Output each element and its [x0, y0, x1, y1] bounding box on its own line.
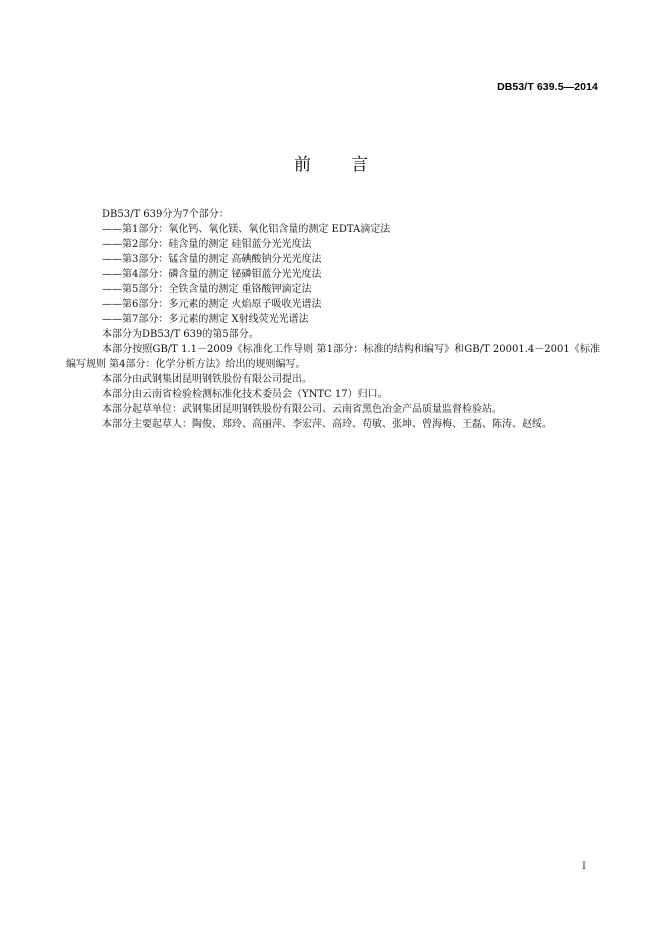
paragraph-drafting-rules: 本部分按照GB/T 1.1－2009《标准化工作导则 第1部分：标准的结构和编写》和GB/T 20001.4－2001《标准编写规则 第4部分：化学分析方法》给出的规则编写。 — [66, 344, 600, 370]
part-list-item-3: ——第3部分：锰含量的测定 高碘酸钠分光光度法 — [102, 254, 322, 265]
part-list-item-1: ——第1部分：氧化钙、氧化镁、氧化铝含量的测定 EDTA滴定法 — [102, 224, 391, 235]
document-code: DB53/T 639.5—2014 — [497, 81, 598, 93]
page-title: 前言 — [294, 155, 408, 175]
paragraph-intro: DB53/T 639分为7个部分： — [102, 209, 229, 220]
paragraph-proposer: 本部分由武钢集团昆明钢铁股份有限公司提出。 — [102, 374, 312, 385]
paragraph-committee: 本部分由云南省检验检测标准化技术委员会（YNTC 17）归口。 — [102, 389, 388, 400]
part-list-item-5: ——第5部分：全铁含量的测定 重铬酸钾滴定法 — [102, 284, 312, 295]
foreword-body — [66, 207, 600, 432]
paragraph-part-statement: 本部分为DB53/T 639的第5部分。 — [102, 329, 259, 340]
paragraph-drafting-units: 本部分起草单位：武钢集团昆明钢铁股份有限公司、云南省黑色冶金产品质量监督检验站。 — [102, 404, 502, 415]
part-list-item-4: ——第4部分：磷含量的测定 铋磷钼蓝分光光度法 — [102, 269, 322, 280]
part-list-item-7: ——第7部分：多元素的测定 X射线荧光光谱法 — [102, 314, 309, 325]
paragraph-drafters: 本部分主要起草人：陶俊、郑玲、高丽萍、李宏萍、高玲、苟敏、张坤、曾海梅、王磊、陈涛、赵绥。 — [102, 419, 552, 430]
part-list-item-6: ——第6部分：多元素的测定 火焰原子吸收光谱法 — [102, 299, 322, 310]
page-number: I — [582, 861, 586, 872]
part-list-item-2: ——第2部分：硅含量的测定 硅钼蓝分光光度法 — [102, 239, 312, 250]
